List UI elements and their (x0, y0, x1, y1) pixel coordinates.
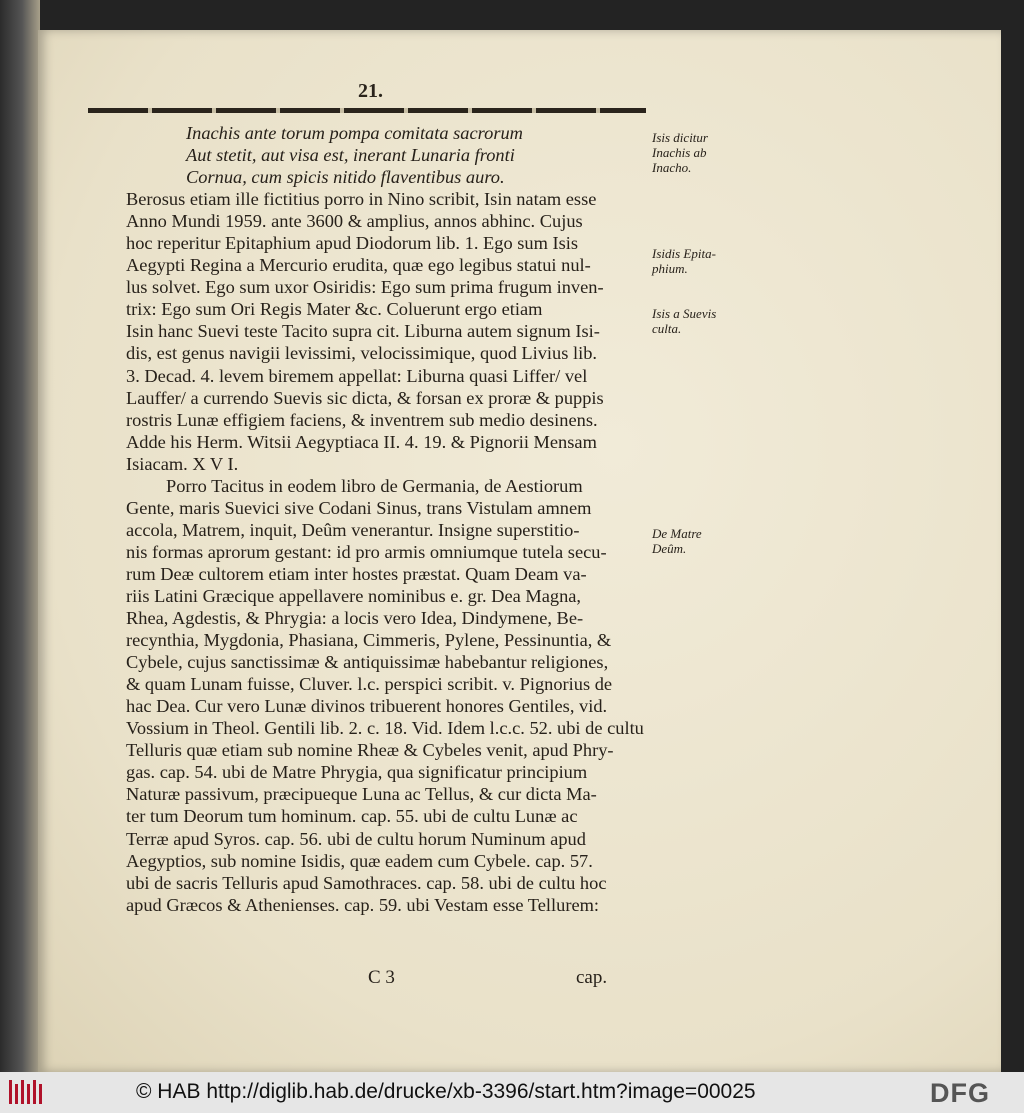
text-line: accola, Matrem, inquit, Deûm venerantur. Insigne superstitio- (126, 519, 580, 540)
text-line: Porro Tacitus in eodem libro de Germania, de Aestiorum (166, 475, 583, 496)
text-line: ubi de sacris Telluris apud Samothraces. cap. 58. ubi de cultu hoc (126, 872, 607, 893)
text-line: 3. Decad. 4. levem biremem appellat: Liburna quasi Liffer/ vel (126, 365, 588, 386)
hab-logo-icon (6, 1076, 48, 1108)
text-line: ter tum Deorum tum hominum. cap. 55. ubi de cultu Lunæ ac (126, 806, 578, 827)
text-line: Cornua, cum spicis nitido flaventibus auro. (186, 167, 505, 188)
text-line: Lauffer/ a currendo Suevis sic dicta, & forsan ex proræ & puppis (126, 387, 604, 408)
text-line: lus solvet. Ego sum uxor Osiridis: Ego sum prima frugum inven- (126, 277, 604, 298)
margin-note-2: Isidis Epita- phium. (652, 246, 716, 276)
text-line: apud Græcos & Athenienses. cap. 59. ubi Vestam esse Tellurem: (126, 894, 600, 915)
text-line: Aut stetit, aut visa est, inerant Lunaria fronti (186, 145, 515, 166)
text-line: Rhea, Agdestis, & Phrygia: a locis vero Idea, Dindymene, Be- (126, 608, 584, 629)
text-line: Terræ apud Syros. cap. 56. ubi de cultu horum Numinum apud (126, 828, 586, 849)
text-line: Telluris quæ etiam sub nomine Rheæ & Cybeles venit, apud Phry- (126, 740, 614, 761)
text-line: trix: Ego sum Ori Regis Mater &c. Coluerunt ergo etiam (126, 299, 543, 320)
text-line: Naturæ passivum, præcipueque Luna ac Tellus, & cur dicta Ma- (126, 784, 597, 805)
text-line: Berosus etiam ille fictitius porro in Nino scribit, Isin natam esse (126, 189, 597, 210)
margin-note-3: Isis a Suevis culta. (652, 306, 717, 336)
margin-note-1: Isis dicitur Inachis ab Inacho. (652, 130, 708, 175)
text-line: Aegypti Regina a Mercurio erudita, quæ ego legibus statui nul- (126, 255, 591, 276)
text-line: gas. cap. 54. ubi de Matre Phrygia, qua significatur principium (126, 762, 588, 783)
text-line: nis formas aprorum gestant: id pro armis omniumque tutela secu- (126, 541, 607, 562)
text-line: Aegyptios, sub nomine Isidis, quæ eadem cum Cybele. cap. 57. (126, 850, 593, 871)
body-text (126, 122, 650, 916)
text-line: Adde his Herm. Witsii Aegyptiaca II. 4. 19. & Pignorii Mensam (126, 431, 597, 452)
text-line: Cybele, cujus sanctissimæ & antiquissimæ habebantur religiones, (126, 652, 609, 673)
header-rule (88, 108, 646, 113)
text-line: hoc reperitur Epitaphium apud Diodorum lib. 1. Ego sum Isis (126, 233, 579, 254)
text-line: rum Deæ cultorem etiam inter hostes præstat. Quam Deam va- (126, 563, 587, 584)
text-line: Gente, maris Suevici sive Codani Sinus, trans Vistulam amnem (126, 497, 592, 518)
text-line: Anno Mundi 1959. ante 3600 & amplius, annos abhinc. Cujus (126, 211, 583, 232)
text-line: dis, est genus navigii levissimi, velocissimique, quod Livius lib. (126, 343, 597, 364)
book-gutter (0, 0, 40, 1072)
catchword: cap. (576, 967, 608, 988)
book-page (38, 30, 1001, 1072)
text-line: & quam Lunam fuisse, Cluver. l.c. perspici scribit. v. Pignorius de (126, 674, 613, 695)
margin-note-4: De Matre Deûm. (652, 526, 702, 556)
text-line: rostris Lunæ effigiem faciens, & inventrem sub medio desinens. (126, 409, 598, 430)
dfg-logo: DFG (930, 1078, 990, 1108)
text-line: Vossium in Theol. Gentili lib. 2. c. 18. Vid. Idem l.c.c. 52. ubi de cultu (126, 718, 644, 739)
footer-bar (0, 1072, 1024, 1113)
text-line: Isiacam. X V I. (126, 453, 239, 474)
signature-mark: C 3 (368, 967, 395, 988)
text-line: riis Latini Græcique appellavere nominibus e. gr. Dea Magna, (126, 585, 582, 606)
text-line: recynthia, Mygdonia, Phasiana, Cimmeris, Pylene, Pessinuntia, & (126, 630, 612, 651)
text-line: Isin hanc Suevi teste Tacito supra cit. Liburna autem signum Isi- (126, 321, 600, 342)
page-number: 21. (358, 80, 383, 102)
footer-copyright-link[interactable]: © HAB http://diglib.hab.de/drucke/xb-3396/start.htm?image=00025 (136, 1080, 756, 1103)
text-line: Inachis ante torum pompa comitata sacrorum (186, 123, 523, 143)
text-line: hac Dea. Cur vero Lunæ divinos tribuerent honores Gentiles, vid. (126, 696, 608, 717)
